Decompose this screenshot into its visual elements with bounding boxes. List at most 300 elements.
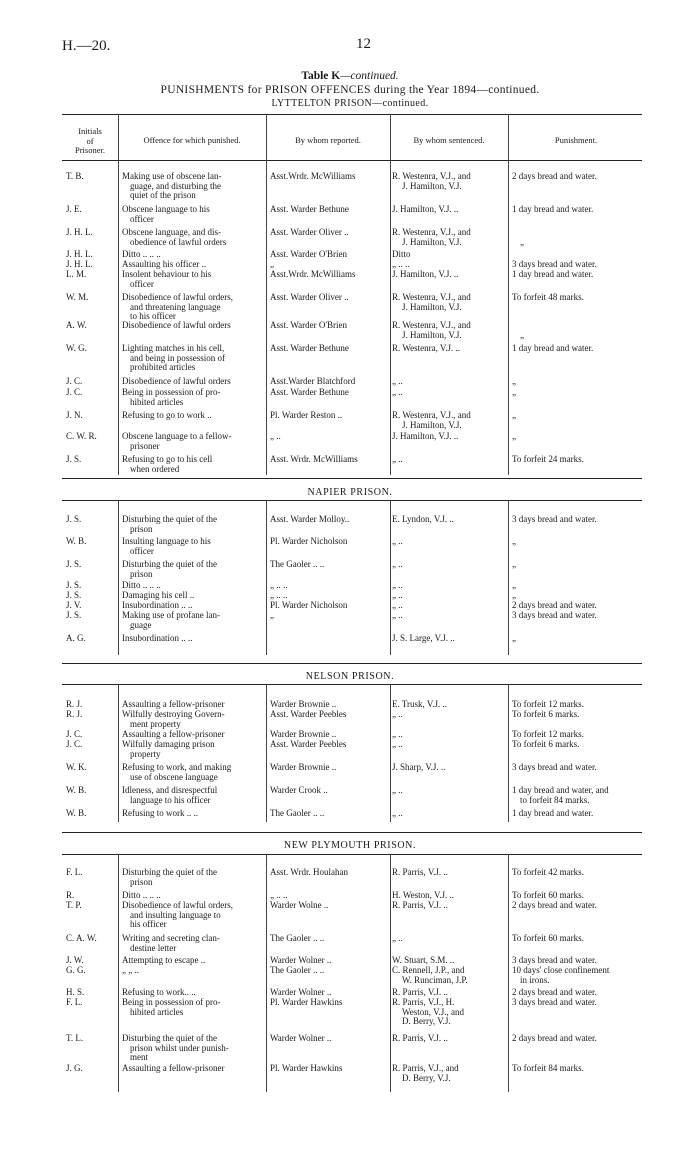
initials-cell: [66, 786, 116, 796]
reported-cell: [270, 432, 388, 442]
cell-line: To forfeit 60 marks.: [512, 933, 584, 943]
reported-cell: [270, 966, 388, 976]
reported-cell: [270, 901, 388, 911]
cell-line: Asst. Warder Bethune: [270, 204, 349, 214]
cell-line: „ ..: [392, 933, 403, 943]
cell-line: Disturbing the quiet of the: [122, 559, 217, 569]
cell-line: Asst. Warder O'Brien: [270, 249, 347, 259]
cell-line: J. H. L.: [66, 227, 93, 237]
sentenced-cell: [392, 377, 506, 387]
cell-line: Being in possession of pro-: [122, 387, 221, 397]
cell-line: L. M.: [66, 269, 87, 279]
cell-line: „: [512, 410, 516, 420]
col-header-initials: [62, 127, 118, 156]
column-rule: [266, 114, 267, 475]
page-number: 12: [356, 36, 371, 52]
reported-cell: [270, 228, 388, 238]
cell-line: E. Trusk, V.J. ..: [392, 699, 447, 709]
cell-line: Asst.Wrdr. McWilliams: [270, 171, 356, 181]
cell-line: J. S.: [66, 610, 82, 620]
offence-cell: [122, 432, 262, 451]
initials-cell: [66, 934, 116, 944]
sentenced-cell: [392, 934, 506, 944]
reported-cell: [270, 205, 388, 215]
cell-line: D. Berry, V.J.: [402, 1016, 451, 1027]
cell-line: obedience of lawful orders: [130, 236, 227, 247]
reported-cell: [270, 388, 388, 398]
sentenced-cell: [392, 901, 506, 911]
cell-line: prisoner: [130, 440, 160, 451]
cell-line: 10 days' close confinement: [512, 965, 610, 975]
offence-cell: [122, 901, 262, 930]
cell-line: W. K.: [66, 762, 87, 772]
rule: [62, 160, 642, 161]
punishment-cell: [512, 270, 646, 280]
cell-line: Refusing to work.. ..: [122, 987, 196, 997]
punishment-cell: [512, 786, 646, 805]
cell-line: prison: [130, 523, 153, 534]
initials-cell: [66, 966, 116, 976]
rule: [62, 114, 642, 115]
punishment-cell: [512, 172, 646, 182]
column-rule: [266, 500, 267, 655]
cell-line: Asst. Warder Oliver ..: [270, 227, 349, 237]
offence-cell: [122, 270, 262, 289]
cell-line: To forfeit 60 marks.: [512, 890, 584, 900]
offence-cell: [122, 868, 262, 887]
cell-line: To forfeit 6 marks.: [512, 739, 580, 749]
offence-cell: [122, 1034, 262, 1063]
column-rule: [118, 854, 119, 1092]
cell-line: „ .. ..: [270, 580, 288, 590]
offence-cell: [122, 1064, 262, 1074]
sentenced-cell: [392, 611, 506, 621]
cell-line: J. Hamilton, V.J.: [402, 236, 462, 247]
initials-cell: [66, 228, 116, 238]
document-reference: H.—20.: [62, 38, 111, 54]
punishment-cell: [512, 934, 646, 944]
punishment-cell: [512, 537, 646, 547]
column-rule: [390, 684, 391, 822]
sentenced-cell: [392, 432, 506, 442]
cell-line: W. B.: [66, 536, 87, 546]
cell-line: to forfeit 84 marks.: [520, 794, 590, 805]
cell-line: Writing and secreting clan-: [122, 933, 220, 943]
cell-line: „ .. ..: [270, 590, 288, 600]
reported-cell: [270, 601, 388, 611]
initials-cell: [66, 455, 116, 465]
cell-line: J. V.: [66, 600, 82, 610]
cell-line: Disturbing the quiet of the: [122, 867, 217, 877]
initials-cell: [66, 537, 116, 547]
offence-cell: [122, 321, 262, 331]
punishment-cell: [512, 293, 646, 303]
sentenced-cell: [392, 560, 506, 570]
cell-line: J. Hamilton, V.J. ..: [392, 269, 459, 279]
offence-cell: [122, 411, 262, 421]
cell-line: J. W.: [66, 955, 84, 965]
col-header-sentenced: By whom sentenced.: [413, 135, 485, 145]
cell-line: The Gaoler .. ..: [270, 808, 325, 818]
cell-line: The Gaoler .. ..: [270, 559, 325, 569]
cell-line: E. Lyndon, V.J. ..: [392, 514, 454, 524]
cell-line: „ ..: [392, 559, 403, 569]
initials-cell: [66, 634, 116, 644]
offence-cell: [122, 934, 262, 953]
section-rule: [62, 832, 642, 833]
punishment-cell: [512, 560, 646, 570]
section-rule: [62, 500, 642, 501]
offence-cell: [122, 611, 262, 630]
cell-line: 1 day bread and water.: [512, 269, 594, 279]
cell-line: H. Weston, V.J. ..: [392, 890, 455, 900]
punishment-cell: [512, 1064, 646, 1074]
cell-line: Assaulting a fellow-prisoner: [122, 1063, 225, 1073]
cell-line: J. C.: [66, 376, 83, 386]
cell-line: „: [512, 559, 516, 569]
cell-line: „: [520, 329, 524, 340]
cell-line: Pl. Warder Nicholson: [270, 536, 348, 546]
offence-cell: [122, 763, 262, 782]
cell-line: Insubordination .. ..: [122, 633, 193, 643]
sentenced-cell: [392, 344, 506, 354]
cell-line: prison: [130, 876, 153, 887]
sentenced-cell: [392, 1064, 506, 1083]
offence-cell: [122, 455, 262, 474]
reported-cell: [270, 344, 388, 354]
cell-line: 1 day bread and water.: [512, 808, 594, 818]
cell-line: „ „ ..: [122, 965, 139, 975]
table-title-main: Table K: [301, 70, 341, 82]
offence-cell: [122, 956, 262, 966]
cell-line: 3 days bread and water.: [512, 997, 597, 1007]
cell-line: officer: [130, 213, 154, 224]
punishment-cell: [512, 515, 646, 525]
sentenced-cell: [392, 455, 506, 465]
cell-line: J. Hamilton, V.J.: [402, 301, 462, 312]
initials-cell: [66, 901, 116, 911]
cell-line: Asst. Warder Molloy..: [270, 514, 350, 524]
cell-line: language to his officer: [130, 794, 211, 805]
cell-line: T. B.: [66, 171, 84, 181]
col-header-punishment: Punishment.: [554, 135, 598, 145]
cell-line: use of obscene language: [130, 771, 218, 782]
cell-line: prohibited articles: [130, 362, 196, 373]
column-rule: [118, 500, 119, 655]
cell-line: J. N.: [66, 410, 83, 420]
cell-line: Pl. Warder Hawkins: [270, 997, 343, 1007]
cell-line: „ ..: [392, 454, 403, 464]
cell-line: R. Westenra, V.J., and: [392, 227, 471, 237]
reported-cell: [270, 250, 388, 260]
punishment-cell: [512, 344, 646, 354]
col-header-initials-line: Prisoner.: [75, 145, 105, 155]
cell-line: W. G.: [66, 343, 87, 353]
cell-line: J. G.: [66, 1063, 83, 1073]
reported-cell: [270, 1034, 388, 1044]
cell-line: and threatening language: [130, 301, 221, 312]
cell-line: Warder Wolner ..: [270, 955, 332, 965]
cell-line: To forfeit 12 marks.: [512, 729, 584, 739]
punishment-cell: [512, 901, 646, 911]
cell-line: R. Westenra, V.J., and: [392, 320, 471, 330]
cell-line: „: [520, 236, 524, 247]
cell-line: ment property: [130, 718, 181, 729]
cell-line: J. H. L.: [66, 259, 93, 269]
sentenced-cell: [392, 591, 506, 601]
initials-cell: [66, 411, 116, 421]
cell-line: „: [512, 590, 516, 600]
reported-cell: [270, 411, 388, 421]
cell-line: W. B.: [66, 808, 87, 818]
punishment-cell: [512, 868, 646, 878]
cell-line: J. S.: [66, 559, 82, 569]
cell-line: J. S.: [66, 590, 82, 600]
cell-line: hibited articles: [130, 396, 184, 407]
punishment-cell: [512, 455, 646, 465]
table-subtitle-prison: LYTTELTON PRISON—continued.: [271, 98, 429, 109]
cell-line: R. J.: [66, 699, 83, 709]
cell-line: R. Parris, V.J., and: [392, 1063, 459, 1073]
cell-line: Warder Wolner ..: [270, 1033, 332, 1043]
cell-line: W. M.: [66, 292, 89, 302]
column-rule: [390, 854, 391, 1092]
cell-line: Asst. Warder Peebles: [270, 709, 347, 719]
cell-line: H. S.: [66, 987, 85, 997]
cell-line: C. A. W.: [66, 933, 97, 943]
cell-line: Asst.Wrdr. McWilliams: [270, 269, 356, 279]
cell-line: Warder Brownie ..: [270, 762, 337, 772]
cell-line: Pl. Warder Nicholson: [270, 600, 348, 610]
cell-line: „ .. ..: [270, 890, 288, 900]
cell-line: Asst. Wrdr. Houlahan: [270, 867, 348, 877]
reported-cell: [270, 611, 388, 621]
initials-cell: [66, 205, 116, 215]
punishment-cell: [512, 634, 646, 644]
column-rule: [390, 114, 391, 475]
table-subtitle: PUNISHMENTS for PRISON OFFENCES during the Year 1894—continued.: [160, 84, 540, 96]
reported-cell: [270, 809, 388, 819]
cell-line: Asst. Warder Bethune: [270, 387, 349, 397]
col-header-offence: Offence for which punished.: [143, 135, 241, 145]
cell-line: W. Stuart, S.M. ..: [392, 955, 455, 965]
reported-cell: [270, 172, 388, 182]
cell-line: 2 days bread and water.: [512, 1033, 597, 1043]
cell-line: J. S.: [66, 454, 82, 464]
sentenced-cell: [392, 293, 506, 312]
sentenced-cell: [392, 515, 506, 525]
reported-cell: [270, 710, 388, 720]
punishment-cell: [512, 998, 646, 1008]
cell-line: J. S. Large, V.J. ..: [392, 633, 455, 643]
cell-line: T. L.: [66, 1033, 84, 1043]
cell-line: [512, 228, 646, 238]
cell-line: 3 days bread and water.: [512, 955, 597, 965]
reported-cell: [270, 868, 388, 878]
offence-cell: [122, 172, 262, 201]
cell-line: Pl. Warder Hawkins: [270, 1063, 343, 1073]
cell-line: „: [512, 387, 516, 397]
sentenced-cell: [392, 172, 506, 191]
cell-line: „: [512, 376, 516, 386]
cell-line: Insolent behaviour to his: [122, 269, 212, 279]
cell-line: 3 days bread and water.: [512, 514, 597, 524]
cell-line: „: [270, 259, 274, 269]
cell-line: J. E.: [66, 204, 82, 214]
reported-cell: [270, 581, 388, 591]
cell-line: Assaulting a fellow-prisoner: [122, 699, 225, 709]
cell-line: „ ..: [392, 600, 403, 610]
sentenced-cell: [392, 634, 506, 644]
punishment-cell: [512, 740, 646, 750]
cell-line: 3 days bread and water.: [512, 610, 597, 620]
sentenced-cell: [392, 1034, 506, 1044]
cell-line: prison: [130, 568, 153, 579]
initials-cell: [66, 270, 116, 280]
cell-line: Disobedience of lawful orders,: [122, 900, 233, 910]
cell-line: Asst. Warder Oliver ..: [270, 292, 349, 302]
cell-line: „ ..: [392, 376, 403, 386]
punishment-cell: [512, 710, 646, 720]
cell-line: Warder Brownie ..: [270, 729, 337, 739]
initials-cell: [66, 611, 116, 621]
sentenced-cell: [392, 537, 506, 547]
offence-cell: [122, 634, 262, 644]
column-rule: [390, 500, 391, 655]
cell-line: [270, 634, 388, 644]
table-title-cont: —continued.: [340, 70, 399, 82]
cell-line: 2 days bread and water.: [512, 900, 597, 910]
sentenced-cell: [392, 205, 506, 215]
cell-line: Refusing to work .. ..: [122, 808, 198, 818]
cell-line: A. W.: [66, 320, 87, 330]
cell-line: Making use of profane lan-: [122, 610, 220, 620]
cell-line: Warder Brownie ..: [270, 699, 337, 709]
cell-line: [512, 321, 646, 331]
cell-line: Warder Crook ..: [270, 785, 328, 795]
cell-line: Refusing to work, and making: [122, 762, 232, 772]
reported-cell: [270, 515, 388, 525]
reported-cell: [270, 560, 388, 570]
cell-line: Disturbing the quiet of the: [122, 1033, 217, 1043]
section-rule: [62, 854, 642, 855]
offence-cell: [122, 560, 262, 579]
offence-cell: [122, 293, 262, 322]
cell-line: Insubordination .. ..: [122, 600, 193, 610]
cell-line: Obscene language, and dis-: [122, 227, 221, 237]
cell-line: Disobedience of lawful orders: [122, 320, 231, 330]
cell-line: in irons.: [520, 974, 550, 985]
cell-line: R. Parris, V.J. ..: [392, 867, 448, 877]
cell-line: T. P.: [66, 900, 82, 910]
initials-cell: [66, 1034, 116, 1044]
reported-cell: [270, 740, 388, 750]
cell-line: guage: [130, 619, 152, 630]
cell-line: Asst. Warder Bethune: [270, 343, 349, 353]
cell-line: „ ..: [392, 808, 403, 818]
cell-line: The Gaoler .. ..: [270, 933, 325, 943]
cell-line: R. Westenra, V.J., and: [392, 171, 471, 181]
sentenced-cell: [392, 730, 506, 740]
column-rule: [118, 684, 119, 822]
cell-line: Wilfully damaging prison: [122, 739, 215, 749]
cell-line: Asst. Warder Peebles: [270, 739, 347, 749]
cell-line: hibited articles: [130, 1006, 184, 1017]
sentenced-cell: [392, 710, 506, 720]
offence-cell: [122, 998, 262, 1017]
cell-line: G. G.: [66, 965, 86, 975]
initials-cell: [66, 377, 116, 387]
column-rule: [508, 500, 509, 655]
column-rule: [508, 114, 509, 475]
cell-line: Obscene language to his: [122, 204, 210, 214]
cell-line: 2 days bread and water.: [512, 600, 597, 610]
sentenced-cell: [392, 228, 506, 247]
cell-line: J. S.: [66, 514, 82, 524]
cell-line: property: [130, 748, 161, 759]
cell-line: R. Parris, V.J. ..: [392, 987, 448, 997]
cell-line: Refusing to go to his cell: [122, 454, 213, 464]
punishment-cell: [512, 432, 646, 442]
section-rule: [62, 663, 642, 664]
offence-cell: [122, 377, 262, 387]
cell-line: R. Parris, V.J., H.: [392, 997, 455, 1007]
reported-cell: [270, 270, 388, 280]
cell-line: 1 day bread and water.: [512, 204, 594, 214]
initials-cell: [66, 321, 116, 331]
cell-line: F. L.: [66, 997, 83, 1007]
reported-cell: [270, 763, 388, 773]
offence-cell: [122, 710, 262, 729]
initials-cell: [66, 172, 116, 182]
cell-line: Warder Wolne ..: [270, 900, 329, 910]
cell-line: when ordered: [130, 463, 180, 474]
sentenced-cell: [392, 966, 506, 985]
cell-line: Insulting language to his: [122, 536, 211, 546]
cell-line: The Gaoler .. ..: [270, 965, 325, 975]
offence-cell: [122, 228, 262, 247]
cell-line: R. Westenra, V.J., and: [392, 410, 471, 420]
cell-line: Ditto: [392, 249, 411, 259]
offence-cell: [122, 515, 262, 534]
cell-line: F. L.: [66, 867, 83, 877]
cell-line: Asst.Warder Blatchford: [270, 376, 356, 386]
reported-cell: [270, 998, 388, 1008]
cell-line: destine letter: [130, 942, 177, 953]
cell-line: to his officer: [130, 311, 176, 322]
cell-line: „: [270, 610, 274, 620]
sentenced-cell: [392, 740, 506, 750]
initials-cell: [66, 515, 116, 525]
reported-cell: [270, 934, 388, 944]
cell-line: Lighting matches in his cell,: [122, 343, 225, 353]
sentenced-cell: [392, 321, 506, 340]
cell-line: J. C.: [66, 729, 83, 739]
cell-line: J. H. L.: [66, 249, 93, 259]
cell-line: his officer: [130, 919, 167, 930]
punishment-cell: [512, 205, 646, 215]
cell-line: Refusing to go to work ..: [122, 410, 212, 420]
initials-cell: [66, 809, 116, 819]
cell-line: „ ..: [392, 785, 403, 795]
sentenced-cell: [392, 998, 506, 1027]
cell-line: „ ..: [392, 580, 403, 590]
cell-line: 3 days bread and water.: [512, 259, 597, 269]
cell-line: and being in possession of: [130, 352, 225, 363]
cell-line: R. Parris, V.J. ..: [392, 900, 448, 910]
column-rule: [266, 854, 267, 1092]
punishment-cell: [512, 411, 646, 421]
